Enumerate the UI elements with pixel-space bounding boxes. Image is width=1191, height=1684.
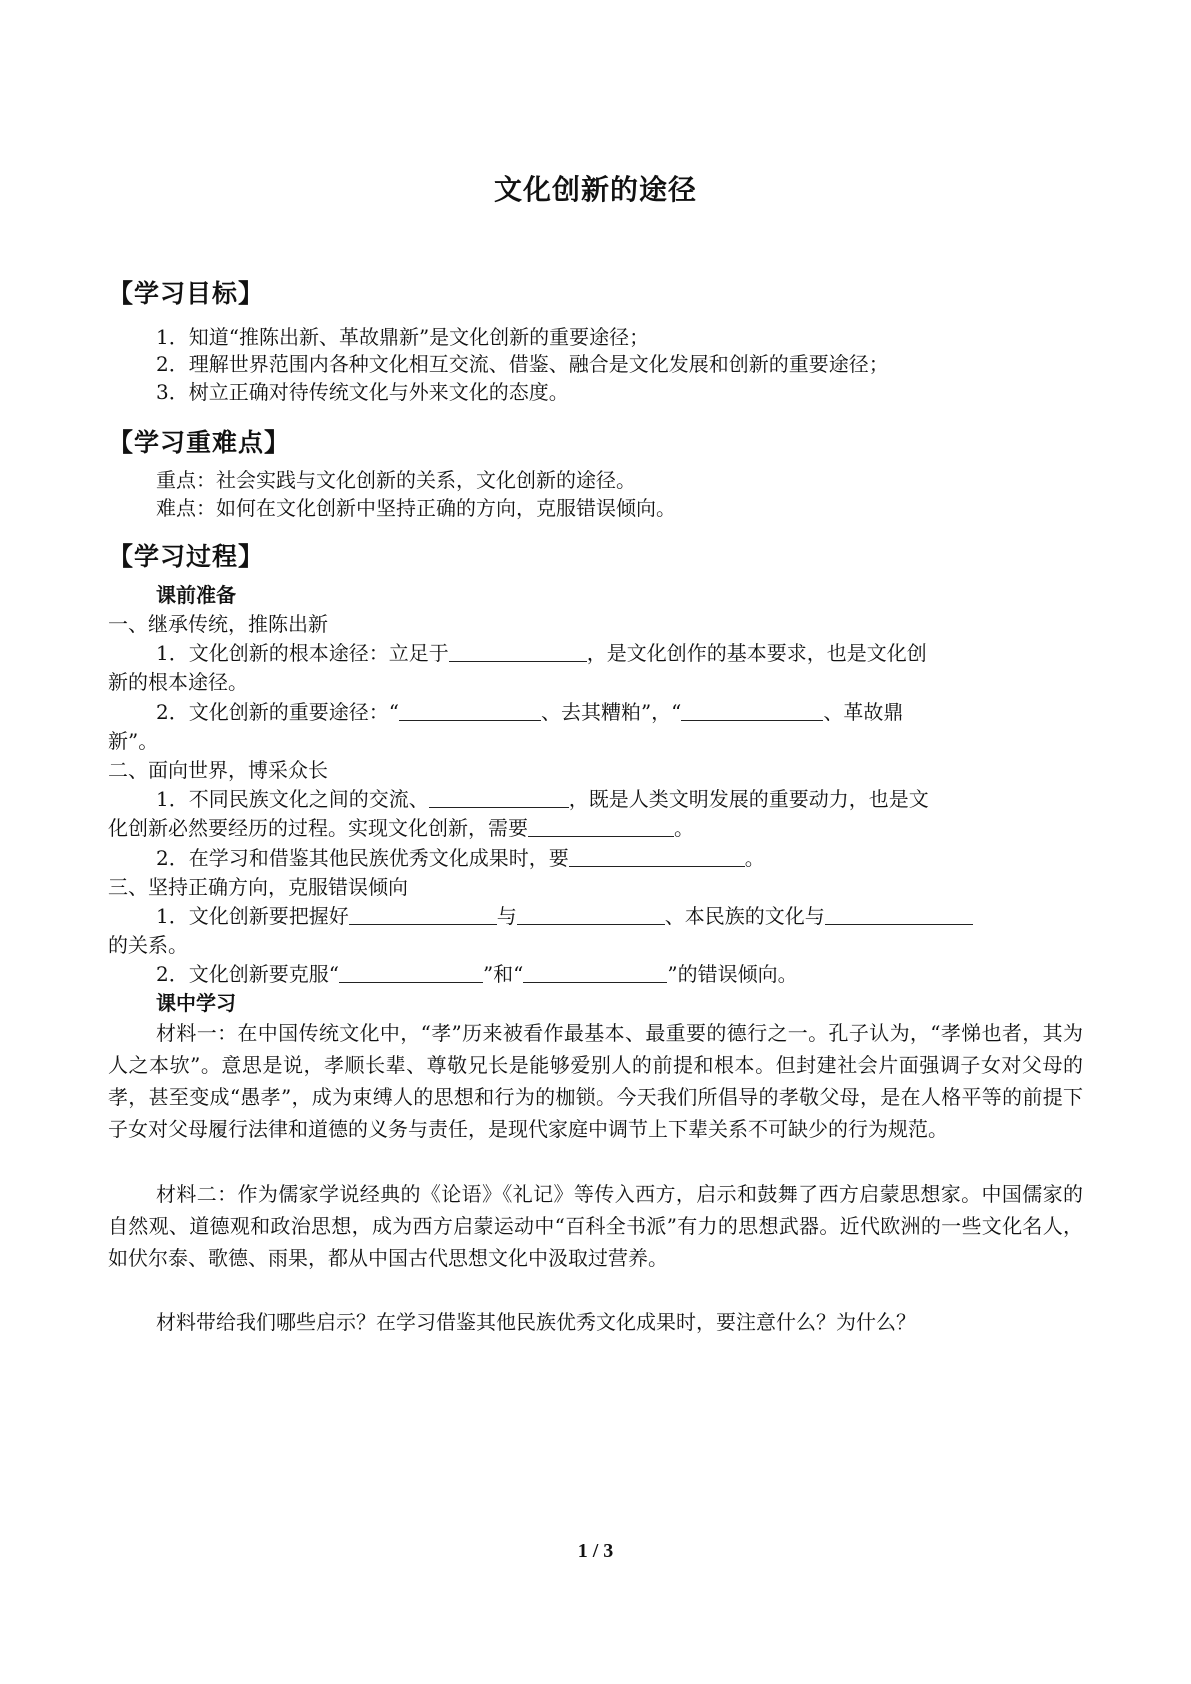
part3-title: 三、坚持正确方向，克服错误倾向 (108, 875, 408, 899)
part1-item2-cont: 新”。 (108, 729, 159, 753)
part1-item1: 1．文化创新的根本途径：立足于 ，是文化创作的基本要求，也是文化创 (156, 641, 927, 665)
goal-item-1: 1．知道“推陈出新、革故鼎新”是文化创新的重要途径； (156, 325, 650, 349)
fill-blank[interactable] (569, 844, 745, 867)
part2-item1: 1．不同民族文化之间的交流、 ，既是人类文明发展的重要动力，也是文 (156, 787, 929, 811)
part1-item2: 2．文化创新的重要途径：“ 、去其糟粕”，“ 、革故鼎 (156, 700, 904, 724)
page-title: 文化创新的途径 (493, 173, 697, 206)
part2-item1-cont: 化创新必然要经历的过程。实现文化创新，需要 。 (108, 816, 694, 840)
part2-item2: 2．在学习和借鉴其他民族优秀文化成果时，要 。 (156, 846, 765, 870)
part3-item1: 1．文化创新要把握好 与 、本民族的文化与 (108, 901, 1131, 932)
difficulty-text: 难点：如何在文化创新中坚持正确的方向，克服错误倾向。 (156, 496, 676, 520)
fill-blank[interactable] (523, 960, 667, 983)
part1-item1-cont: 新的根本途径。 (108, 670, 248, 694)
part3-item1-cont: 的关系。 (108, 933, 188, 957)
heading-goals: 【学习目标】 (108, 279, 265, 308)
material-2: 材料二：作为儒家学说经典的《论语》《礼记》等传入西方，启示和鼓舞了西方启蒙思想家。中国儒家的自然观、道德观和政治思想，成为西方启蒙运动中“百科全书派”有力的思想武器。近代欧洲的一些文化名人，如伏尔泰、歌德、雨果，都从中国古代思想文化中汲取过营养。 (108, 1182, 1083, 1270)
prep-subtitle: 课前准备 (156, 583, 236, 607)
heading-key-points: 【学习重难点】 (108, 428, 291, 457)
fill-blank[interactable] (399, 698, 541, 721)
goal-item-3: 3．树立正确对待传统文化与外来文化的态度。 (156, 380, 569, 404)
fill-blank[interactable] (339, 960, 483, 983)
goal-item-2: 2．理解世界范围内各种文化相互交流、借鉴、融合是文化发展和创新的重要途径； (156, 352, 889, 376)
heading-process: 【学习过程】 (108, 542, 265, 571)
part1-title: 一、继承传统，推陈出新 (108, 612, 328, 636)
part2-title: 二、面向世界，博采众长 (108, 758, 328, 782)
fill-blank[interactable] (825, 902, 973, 925)
fill-blank[interactable] (429, 785, 569, 808)
page-number: 1 / 3 (577, 1540, 614, 1562)
question-text: 材料带给我们哪些启示？在学习借鉴其他民族优秀文化成果时，要注意什么？为什么？ (156, 1310, 916, 1334)
material-1: 材料一：在中国传统文化中，“孝”历来被看作最基本、最重要的德行之一。孔子认为，“孝悌也者，其为人之本欤”。意思是说，孝顺长辈、尊敬兄长是能够爱别人的前提和根本。但封建社会片面强调子女对父母的孝，甚至变成“愚孝”，成为束缚人的思想和行为的枷锁。今天我们所倡导的孝敬父母，是在人格平等的前提下子女对父母履行法律和道德的义务与责任，是现代家庭中调节上下辈关系不可缺少的行为规范。 (108, 1021, 1083, 1141)
fill-blank[interactable] (517, 902, 665, 925)
fill-blank[interactable] (681, 698, 823, 721)
class-subtitle: 课中学习 (156, 991, 236, 1015)
part3-item2: 2．文化创新要克服“ ”和“ ”的错误倾向。 (156, 962, 798, 986)
fill-blank[interactable] (449, 639, 587, 662)
fill-blank[interactable] (349, 902, 497, 925)
fill-blank[interactable] (528, 814, 674, 837)
focus-text: 重点：社会实践与文化创新的关系，文化创新的途径。 (156, 468, 636, 492)
